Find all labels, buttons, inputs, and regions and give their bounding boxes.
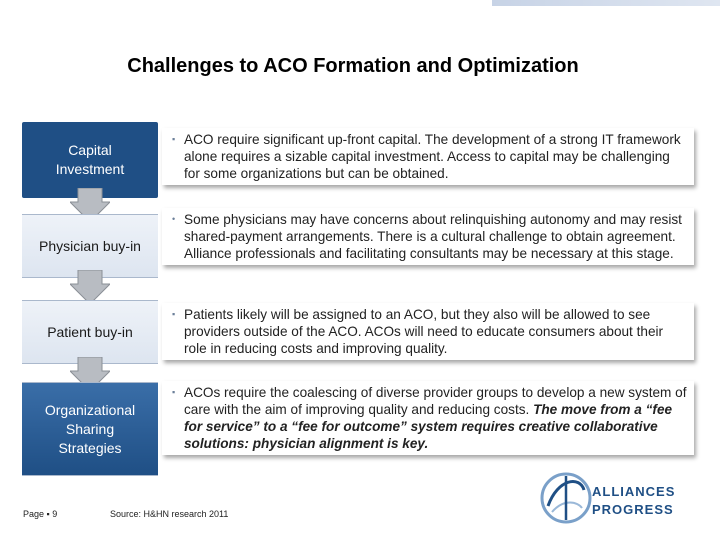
description-emphasis: The move from a “fee for service” to a “fee for outcome” system requires creative collaborative solutions: physician alignment is key.	[184, 402, 673, 451]
logo-text-line1: ALLIANCES	[592, 484, 676, 499]
down-arrow-icon	[70, 270, 110, 304]
description-text-plain: ACOs require the coalescing of diverse provider groups to develop a new system of care with the aim of improving quality and reducing costs.	[184, 385, 687, 417]
bullet-icon: •	[172, 214, 176, 224]
top-accent-bar	[492, 0, 720, 6]
source-note: Source: H&HN research 2011	[110, 509, 229, 519]
description-text: Patients likely will be assigned to an ACO, but they also will be allowed to see providers outside of the ACO. ACOs will need to educate consumers about their role in reducing costs and improving quality.	[184, 307, 664, 356]
description-text: ACO require significant up-front capital. The development of a strong IT framework alone requires a sizable capital investment. Access to capital may be challenging for some organizations but can be obtained.	[184, 132, 681, 181]
description-physician-buy-in	[162, 208, 694, 265]
description-organizational-sharing	[162, 381, 694, 455]
description-text: Some physicians may have concerns about relinquishing autonomy and may resist shared-payment arrangements. There is a cultural challenge to obtain agreement. Alliance professionals and facilitating consultants may be necessary at this stage.	[184, 212, 682, 261]
bullet-icon: ▪	[172, 387, 176, 397]
description-text	[184, 384, 688, 452]
slide-title: Challenges to ACO Formation and Optimization	[127, 55, 579, 77]
logo-text-line2: PROGRESS	[592, 502, 674, 517]
description-patient-buy-in	[162, 303, 694, 360]
stage-patient-buy-in: Patient buy-in	[22, 300, 158, 364]
bullet-icon: ▪	[172, 309, 176, 319]
stage-organizational-sharing-strategies: Organizational Sharing Strategies	[22, 382, 158, 476]
stage-physician-buy-in: Physician buy-in	[22, 214, 158, 278]
page-number: Page ▪ 9	[23, 509, 58, 519]
description-capital-investment	[162, 128, 694, 185]
stage-capital-investment: Capital Investment	[22, 122, 158, 198]
bullet-icon: ▪	[172, 134, 176, 144]
